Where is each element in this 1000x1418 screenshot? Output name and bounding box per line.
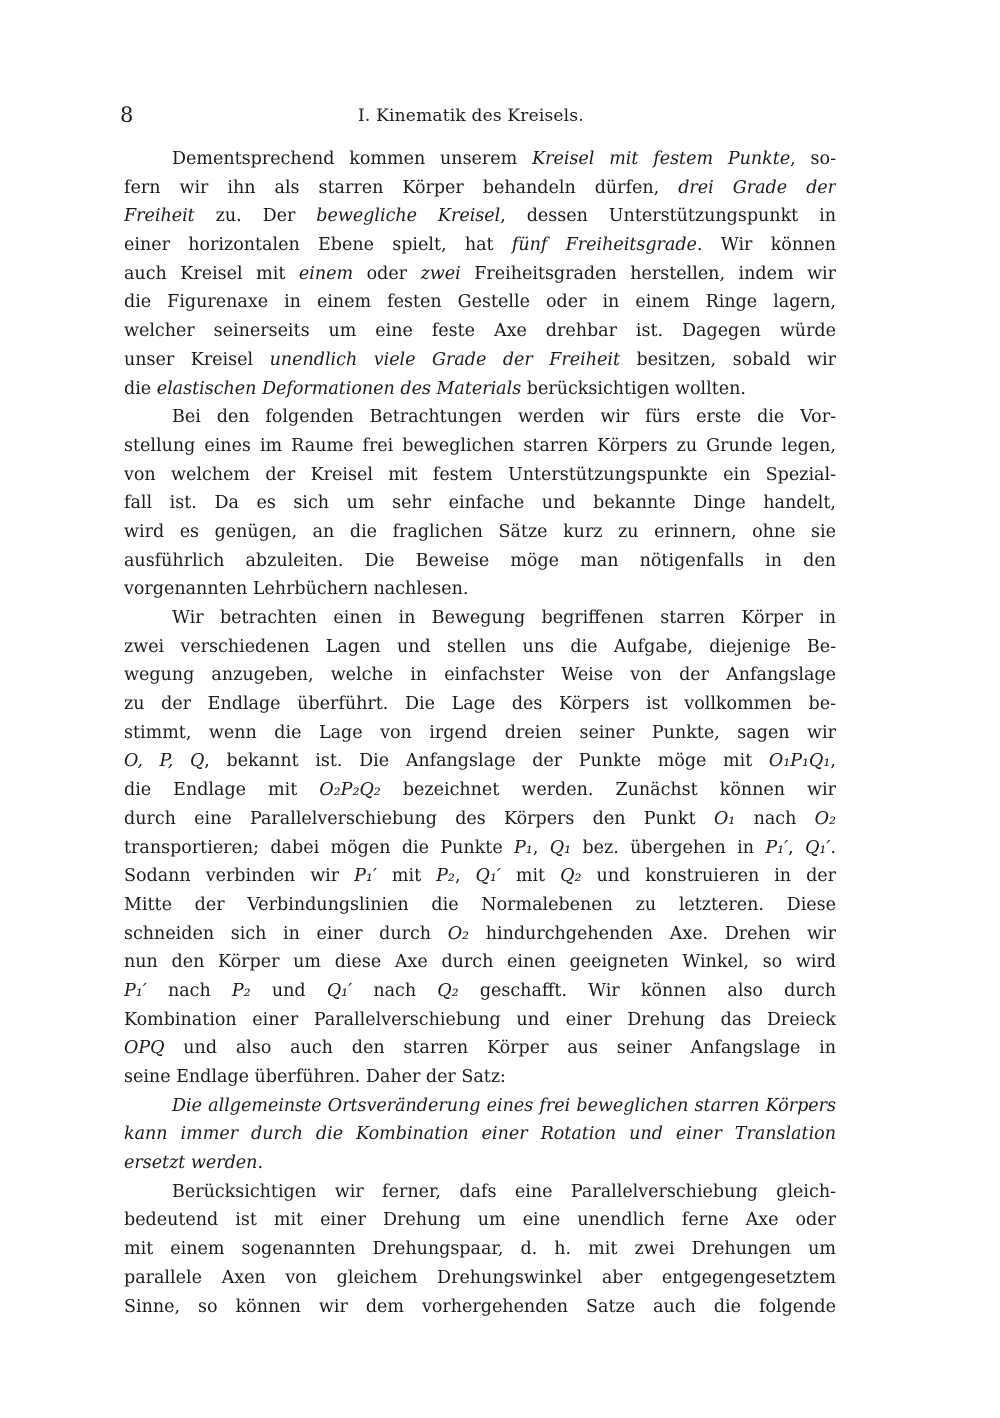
text-line <box>124 547 836 576</box>
text-span: , bekannt ist. Die Anfangslage der Punkte möge mit <box>204 751 769 772</box>
text-line <box>124 375 836 404</box>
text-span: besitzen, sobald wir <box>620 349 836 370</box>
text-span: hindurchgehenden Axe. Drehen wir <box>469 923 836 944</box>
text-line-content <box>124 1264 836 1293</box>
text-line-content <box>124 1235 836 1264</box>
text-line-content <box>124 661 836 690</box>
text-line-content <box>124 489 836 518</box>
text-line <box>124 260 836 289</box>
text-line-content <box>124 432 836 461</box>
text-line-content <box>172 403 836 432</box>
text-span: Sodann verbinden wir <box>124 866 355 887</box>
text-line <box>124 1120 836 1149</box>
text-line-content <box>124 575 836 604</box>
italic-text: einem <box>298 263 354 284</box>
text-span: ausführlich abzuleiten. Die Beweise möge man nötigenfalls in den <box>124 550 836 571</box>
text-line-content <box>172 1178 836 1207</box>
text-line <box>124 1034 836 1063</box>
text-span: parallele Axen von gleichem Drehungswinkel aber entgegengesetztem <box>124 1267 836 1288</box>
text-line <box>124 432 836 461</box>
italic-text: O₁ <box>713 808 736 829</box>
text-line-content <box>124 633 836 662</box>
text-span: , <box>830 751 836 772</box>
text-span: und <box>250 980 327 1001</box>
italic-text: O₁P₁Q₁ <box>768 751 831 772</box>
text-span: einer horizontalen Ebene spielt, hat <box>124 235 512 256</box>
text-span: , dessen Unterstützungspunkt in <box>500 206 836 227</box>
text-span: zu der Endlage überführt. Die Lage des Körpers ist vollkommen be- <box>124 694 836 715</box>
italic-text: P₂ <box>436 866 455 887</box>
text-span: , so- <box>790 149 836 169</box>
text-line <box>124 1092 836 1121</box>
text-line-content <box>124 719 836 748</box>
text-span: vorgenannten Lehrbüchern nachlesen. <box>124 579 469 600</box>
italic-text: bewegliche Kreisel <box>316 206 501 227</box>
text-line <box>124 288 836 317</box>
italic-text: drei Grade der <box>678 177 836 198</box>
text-span: welcher seinerseits um eine feste Axe drehbar ist. Dagegen würde <box>124 321 836 342</box>
text-line <box>124 1006 836 1035</box>
text-line-content <box>124 948 836 977</box>
text-span: auch Kreisel mit <box>124 263 299 284</box>
text-line <box>124 719 836 748</box>
text-line <box>124 1149 836 1178</box>
italic-text: Kreisel mit festem Punkte <box>532 149 791 169</box>
text-span: zwei verschiedenen Lagen und stellen uns die Aufgabe, diejenige Be- <box>124 636 836 657</box>
text-line <box>124 661 836 690</box>
text-line-content <box>124 1006 836 1035</box>
text-span: unser Kreisel <box>124 349 270 370</box>
running-head: I. Kinematik des Kreisels. <box>358 106 584 126</box>
text-line <box>124 202 836 231</box>
text-span: nun den Körper um diese Axe durch einen geeigneten Winkel, so wird <box>124 952 836 973</box>
italic-text: P₁ <box>514 837 533 858</box>
text-line <box>124 403 836 432</box>
text-line-content <box>172 604 836 633</box>
text-span: oder <box>353 263 421 284</box>
text-line <box>124 1206 836 1235</box>
text-line-content <box>124 834 836 863</box>
italic-text: O₂P₂Q₂ <box>319 780 381 801</box>
text-span: mit <box>376 866 437 887</box>
text-line-content <box>124 231 836 260</box>
text-span: schneiden sich in einer durch <box>124 923 448 944</box>
text-line-content <box>172 145 836 174</box>
text-line <box>124 174 836 203</box>
text-line <box>124 862 836 891</box>
text-line-content <box>124 862 836 891</box>
text-line-content <box>124 260 836 289</box>
text-line-content <box>124 461 836 490</box>
text-span: Freiheitsgraden herstellen, indem wir <box>460 263 836 284</box>
italic-text: Q₁′ <box>475 866 501 887</box>
text-span: , <box>454 866 476 887</box>
text-line <box>124 1235 836 1264</box>
text-span: transportieren; dabei mögen die Punkte <box>124 837 515 858</box>
text-span: und also auch den starren Körper aus seiner Anfangslage in <box>164 1038 836 1059</box>
italic-text: O₂ <box>814 808 836 829</box>
text-line-content <box>124 690 836 719</box>
text-span: . Wir können <box>696 235 836 256</box>
text-span: stimmt, wenn die Lage von irgend dreien seiner Punkte, sagen wir <box>124 722 836 743</box>
italic-text: O, P, Q <box>124 751 205 772</box>
text-span: fall ist. Da es sich um sehr einfache und bekannte Dinge handelt, <box>124 493 836 514</box>
text-line <box>124 805 836 834</box>
text-line <box>124 518 836 547</box>
text-span: die Figurenaxe in einem festen Gestelle oder in einem Ringe lagern, <box>124 292 836 313</box>
italic-text: elastischen Deformationen des Materials <box>156 378 522 399</box>
text-span: stellung eines im Raume frei beweglichen starren Körpers zu Grunde legen, <box>124 435 836 456</box>
text-line-content <box>124 1120 836 1149</box>
text-line <box>124 834 836 863</box>
text-span: von welchem der Kreisel mit festem Unterstützungspunkte ein Spezial- <box>124 464 836 485</box>
text-line <box>124 1264 836 1293</box>
text-line <box>124 489 836 518</box>
text-span: mit <box>500 866 561 887</box>
italic-text: ersetzt werden. <box>124 1153 264 1174</box>
italic-text: P₁′ <box>354 866 377 887</box>
text-span: mit einem sogenannten Drehungspaar, d. h. mit zwei Drehungen um <box>124 1239 836 1260</box>
text-span: Wir betrachten einen in Bewegung begriffenen starren Körper in <box>172 608 836 628</box>
text-line-content <box>124 1206 836 1235</box>
text-span: und konstruieren in der <box>581 866 836 887</box>
text-line <box>124 604 836 633</box>
text-line <box>124 575 836 604</box>
italic-text: kann immer durch die Kombination einer Rotation und einer Translation <box>124 1124 836 1145</box>
text-line-content <box>124 346 836 375</box>
text-line <box>124 1063 836 1092</box>
text-line-content <box>124 1149 836 1178</box>
text-line <box>124 1178 836 1207</box>
text-span: durch eine Parallelverschiebung des Körpers den Punkt <box>124 808 714 829</box>
italic-text: unendlich viele Grade der Freiheit <box>269 349 620 370</box>
text-line-content <box>124 1063 836 1092</box>
text-line <box>124 145 836 174</box>
text-span: Mitte der Verbindungslinien die Normalebenen zu letzteren. Diese <box>124 894 836 915</box>
text-line-content <box>124 776 836 805</box>
text-span: fern wir ihn als starren Körper behandeln dürfen, <box>124 177 679 198</box>
text-line <box>124 920 836 949</box>
text-line <box>124 461 836 490</box>
page-number: 8 <box>120 103 134 127</box>
text-span: bedeutend ist mit einer Drehung um eine unendlich ferne Axe oder <box>124 1210 836 1231</box>
text-line-content <box>124 174 836 203</box>
text-span: Bei den folgenden Betrachtungen werden wir fürs erste die Vor- <box>172 407 836 428</box>
text-line-content <box>124 1034 836 1063</box>
text-span: bez. übergehen in <box>571 837 766 858</box>
text-line <box>124 690 836 719</box>
italic-text: Q₁′ <box>326 980 353 1001</box>
text-line-content <box>124 920 836 949</box>
italic-text: fünf Freiheitsgrade <box>511 235 697 256</box>
text-line-content <box>124 977 836 1006</box>
italic-text: Q₁ <box>549 837 572 858</box>
text-line-content <box>124 547 836 576</box>
text-span: die <box>124 378 157 399</box>
text-line <box>124 977 836 1006</box>
text-line-content <box>124 317 836 346</box>
text-line-content <box>124 518 836 547</box>
text-line-content <box>124 375 836 404</box>
text-span: , <box>532 837 550 858</box>
italic-text: P₂ <box>231 980 251 1001</box>
text-line <box>124 948 836 977</box>
italic-text: O₂ <box>447 923 470 944</box>
text-line <box>124 747 836 776</box>
text-line <box>124 231 836 260</box>
text-span: berücksichtigen wollten. <box>521 378 746 399</box>
text-span: geschafft. Wir können also durch <box>458 980 836 1001</box>
italic-text: Freiheit <box>124 206 195 227</box>
text-span: . <box>830 837 836 858</box>
italic-text: Q₁′ <box>805 837 831 858</box>
text-span: nach <box>146 980 232 1001</box>
text-line <box>124 776 836 805</box>
body-text <box>124 145 836 1321</box>
italic-text: zwei <box>420 263 461 284</box>
text-line <box>124 633 836 662</box>
text-line <box>124 891 836 920</box>
text-span: zu. Der <box>194 206 317 227</box>
text-span: Kombination einer Parallelverschiebung und einer Drehung das Dreieck <box>124 1009 836 1030</box>
italic-text: Q₂ <box>560 866 582 887</box>
text-line-content <box>124 1293 836 1322</box>
italic-text: OPQ <box>124 1038 165 1059</box>
text-span: wegung anzugeben, welche in einfachster Weise von der Anfangslage <box>124 665 836 686</box>
text-span: nach <box>352 980 438 1001</box>
text-line-content <box>172 1092 836 1121</box>
italic-text: Q₂ <box>437 980 459 1001</box>
text-span: nach <box>735 808 815 829</box>
text-line-content <box>124 891 836 920</box>
text-span: wird es genügen, an die fraglichen Sätze kurz zu erinnern, ohne sie <box>124 521 836 542</box>
text-line <box>124 317 836 346</box>
text-span: Dementsprechend kommen unserem <box>172 149 533 169</box>
text-span: bezeichnet werden. Zunächst können wir <box>380 780 836 801</box>
text-line-content <box>124 747 836 776</box>
text-span: die Endlage mit <box>124 780 320 801</box>
text-span: Sinne, so können wir dem vorhergehenden Satze auch die folgende <box>124 1296 836 1317</box>
text-line-content <box>124 202 836 231</box>
italic-text: Die allgemeinste Ortsveränderung eines frei beweglichen starren Körpers <box>172 1095 836 1116</box>
text-line <box>124 1293 836 1322</box>
text-line-content <box>124 288 836 317</box>
text-span: , <box>788 837 806 858</box>
text-line <box>124 346 836 375</box>
text-span: Berücksichtigen wir ferner, dafs eine Parallelverschiebung gleich- <box>172 1181 836 1202</box>
italic-text: P₁′ <box>124 980 147 1001</box>
italic-text: P₁′ <box>765 837 789 858</box>
text-span: seine Endlage überführen. Daher der Satz: <box>124 1067 506 1087</box>
text-line-content <box>124 805 836 834</box>
